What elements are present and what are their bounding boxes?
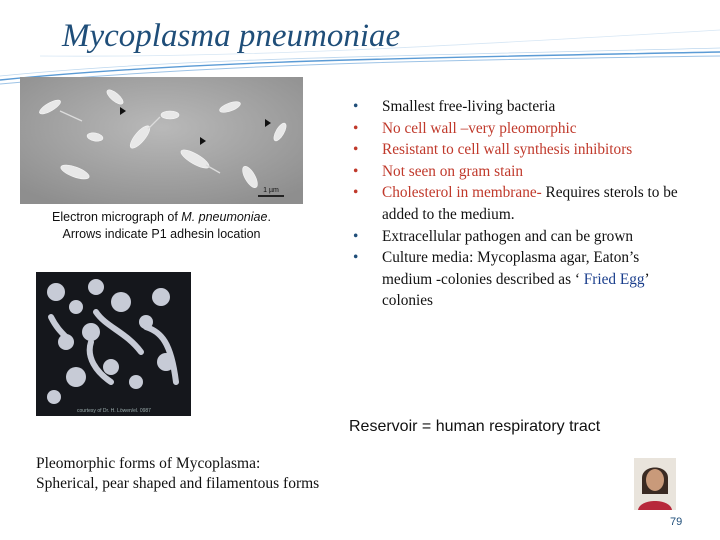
bullet-marker: • xyxy=(353,249,359,267)
bullet-text: No cell wall –very pleomorphic xyxy=(382,119,577,137)
bullet-marker: • xyxy=(353,141,359,159)
pleomorphic-forms-image xyxy=(36,272,191,416)
bullet-text: Requires sterols to be added to the medium. xyxy=(382,184,678,223)
bullet-marker: • xyxy=(353,227,359,245)
em-caption-prefix: Electron micrograph of xyxy=(52,210,182,224)
reservoir-text: Reservoir = human respiratory tract xyxy=(349,418,601,435)
bullet-item xyxy=(353,118,688,140)
bullet-marker: • xyxy=(353,119,359,137)
bullet-text: Not seen on gram stain xyxy=(382,162,524,180)
bullet-list xyxy=(353,96,688,312)
bullet-text: Resistant to cell wall synthesis inhibitors xyxy=(382,141,633,159)
slide-title: Mycoplasma pneumoniae xyxy=(62,18,401,54)
bullet-text: ’ colonies xyxy=(382,270,649,310)
bullet-item xyxy=(353,247,688,312)
bullet-item xyxy=(353,226,688,248)
bullet-text: Culture media: Mycoplasma agar, Eaton’s medium -colonies described as ‘ xyxy=(382,249,640,288)
scale-bar-label: 1 µm xyxy=(263,187,279,194)
presenter-portrait xyxy=(634,458,676,510)
electron-micrograph-image xyxy=(20,77,303,204)
bullet-item xyxy=(353,182,688,225)
bullet-marker: • xyxy=(353,184,359,202)
bullet-item xyxy=(353,139,688,161)
bullet-marker: • xyxy=(353,98,359,115)
bullet-text: Cholesterol in membrane- xyxy=(382,184,546,202)
image-watermark: courtesy of Dr. H. Löwen/el. 0987 xyxy=(77,408,151,414)
pleomorphic-caption: Pleomorphic forms of Mycoplasma: Spherical, pear shaped and filamentous forms xyxy=(36,455,320,492)
page-number: 79 xyxy=(670,516,683,528)
bullet-text: Fried Egg xyxy=(583,270,645,288)
em-caption-suffix: . xyxy=(267,210,271,224)
bullet-text: Smallest free-living bacteria xyxy=(382,98,556,115)
em-caption-species: M. pneumoniae xyxy=(181,210,268,224)
bullet-item xyxy=(353,96,688,118)
bullet-text: Extracellular pathogen and can be grown xyxy=(382,227,634,245)
em-caption xyxy=(20,209,303,243)
bullet-marker: • xyxy=(353,162,359,180)
bullet-item xyxy=(353,161,688,183)
em-caption-line2: Arrows indicate P1 adhesin location xyxy=(62,227,261,241)
